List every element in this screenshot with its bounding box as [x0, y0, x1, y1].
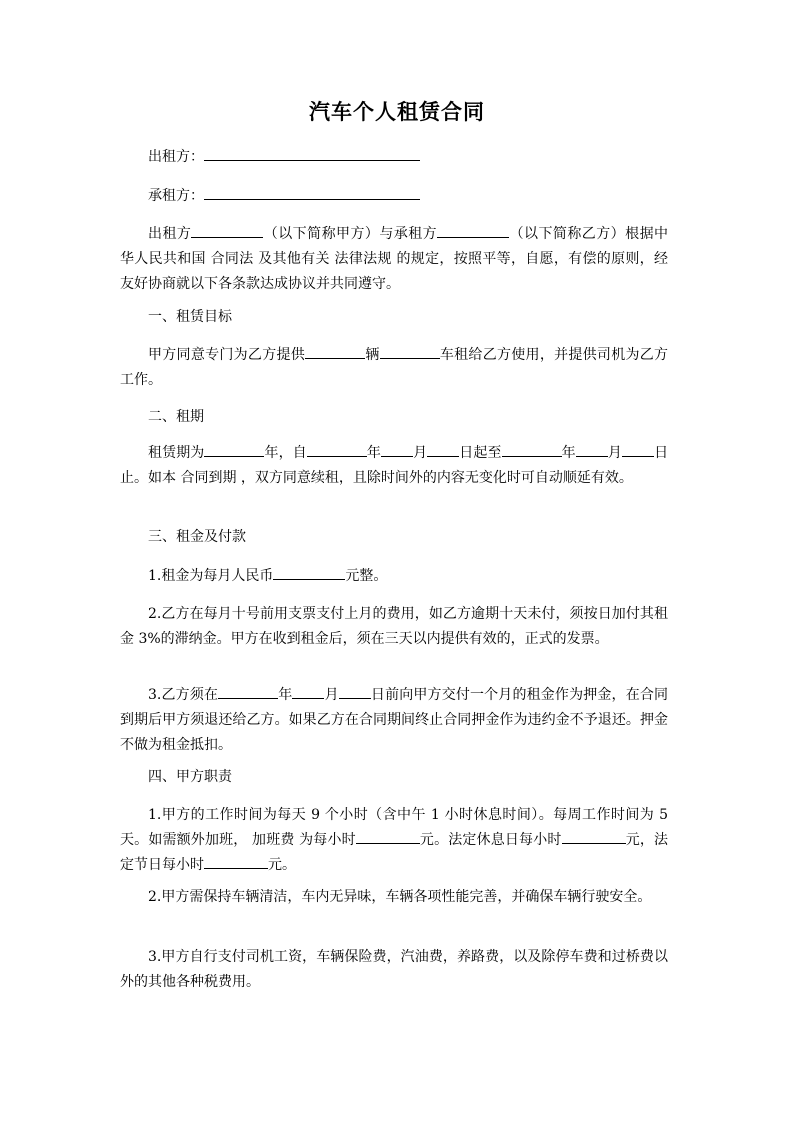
section-4-item-3: 3.甲方自行支付司机工资，车辆保险费，汽油费，养路费，以及除停车费和过桥费以外的其他各种税费用。: [120, 949, 668, 990]
section-3-item-2: 2.乙方在每月十号前用支票支付上月的费用，如乙方逾期十天未付，须按日加付其租金 3%的滞纳金。甲方在收到租金后，须在三天以内提供有效的，正式的发票。: [120, 606, 668, 647]
section-3-heading: 三、租金及付款: [148, 529, 246, 545]
end-day-blank[interactable]: [622, 442, 654, 457]
s3-p1-text-b: 元整。: [345, 568, 388, 584]
intro-text-c: （以下简称乙方）根据中华人民共和国 合同法 及其他有关 法律法规 的规定，按照平等，自愿，有偿的原则，经友好协商就以下各条款达成协议并共同遵守。: [120, 226, 669, 292]
s2-text-h: 日止。如本 合同到期 ，双方同意续租，且除时间外的内容无变化时可自动顺延有效。: [120, 445, 669, 486]
section-3-item-3: [120, 683, 668, 758]
vehicle-count-blank[interactable]: [305, 344, 365, 359]
party-a-blank[interactable]: [191, 223, 263, 238]
overtime-rate-blank[interactable]: [356, 829, 420, 844]
holiday-rate-blank[interactable]: [204, 854, 268, 869]
section-1-paragraph: [120, 343, 668, 393]
lessee-blank[interactable]: [204, 185, 420, 200]
intro-text-b: （以下简称甲方）与承租方: [263, 226, 438, 242]
monthly-rent-blank[interactable]: [273, 565, 345, 580]
section-1-heading: 一、租赁目标: [148, 309, 232, 325]
s3-p3-text-b: 年: [278, 687, 293, 703]
rest-day-rate-blank[interactable]: [562, 829, 626, 844]
start-day-blank[interactable]: [427, 442, 459, 457]
s4-p1-text-d: 元。: [268, 857, 296, 873]
s2-text-a: 租赁期为: [148, 445, 205, 461]
lessor-line: [120, 145, 668, 170]
s2-text-c: 年: [366, 445, 381, 461]
s4-p1-text-b: 元。法定休息日每小时: [419, 832, 562, 848]
lessee-label: 承租方：: [148, 188, 204, 204]
s3-p3-text-a: 3.乙方须在: [148, 687, 219, 703]
deposit-day-blank[interactable]: [339, 684, 371, 699]
s1-text-c: 车租给乙方使用，并提供司机为乙方工作。: [120, 347, 669, 388]
term-years-blank[interactable]: [204, 442, 264, 457]
end-year-blank[interactable]: [502, 442, 562, 457]
section-3-item-1: [120, 564, 668, 589]
s3-p1-text-a: 1.租金为每月人民币: [148, 568, 274, 584]
vehicle-model-blank[interactable]: [380, 344, 440, 359]
s2-text-f: 年: [561, 445, 576, 461]
s4-p1-text-c: 元，法定节日每小时: [120, 832, 669, 873]
s3-p3-text-c: 月: [324, 687, 339, 703]
s2-text-b: 年，自: [264, 445, 307, 461]
intro-paragraph: [120, 222, 668, 297]
end-month-blank[interactable]: [576, 442, 608, 457]
section-2-heading: 二、租期: [148, 409, 204, 425]
section-4-item-1: [120, 803, 668, 878]
s4-p1-text-a: 1.甲方的工作时间为每天 9 个小时（含中午 1 小时休息时间）。每周工作时间为 5 天。如需额外加班， 加班费 为每小时: [120, 807, 668, 848]
s2-text-e: 日起至: [459, 445, 502, 461]
start-year-blank[interactable]: [307, 442, 367, 457]
s2-text-d: 月: [412, 445, 428, 461]
lessee-line: [120, 184, 668, 209]
s3-p3-text-d: 日前向甲方交付一个月的租金作为押金，在合同到期后甲方须退还给乙方。如果乙方在合同期间终止合同押金作为违约金不予退还。押金不做为租金抵扣。: [120, 687, 669, 753]
section-4-item-2: 2.甲方需保持车辆清洁，车内无异味，车辆各项性能完善，并确保车辆行驶安全。: [148, 889, 652, 905]
deposit-month-blank[interactable]: [292, 684, 324, 699]
s2-text-g: 月: [607, 445, 622, 461]
s1-text-a: 甲方同意专门为乙方提供: [148, 347, 306, 363]
section-2-paragraph: [120, 441, 668, 491]
s1-text-b: 辆: [365, 347, 380, 363]
party-b-blank[interactable]: [437, 223, 509, 238]
deposit-year-blank[interactable]: [218, 684, 278, 699]
intro-text-a: 出租方: [148, 226, 192, 242]
lessor-blank[interactable]: [204, 146, 420, 161]
section-4-heading: 四、甲方职责: [148, 769, 232, 785]
lessor-label: 出租方：: [148, 149, 204, 165]
start-month-blank[interactable]: [381, 442, 413, 457]
page-title: 汽车个人租赁合同: [309, 99, 485, 124]
